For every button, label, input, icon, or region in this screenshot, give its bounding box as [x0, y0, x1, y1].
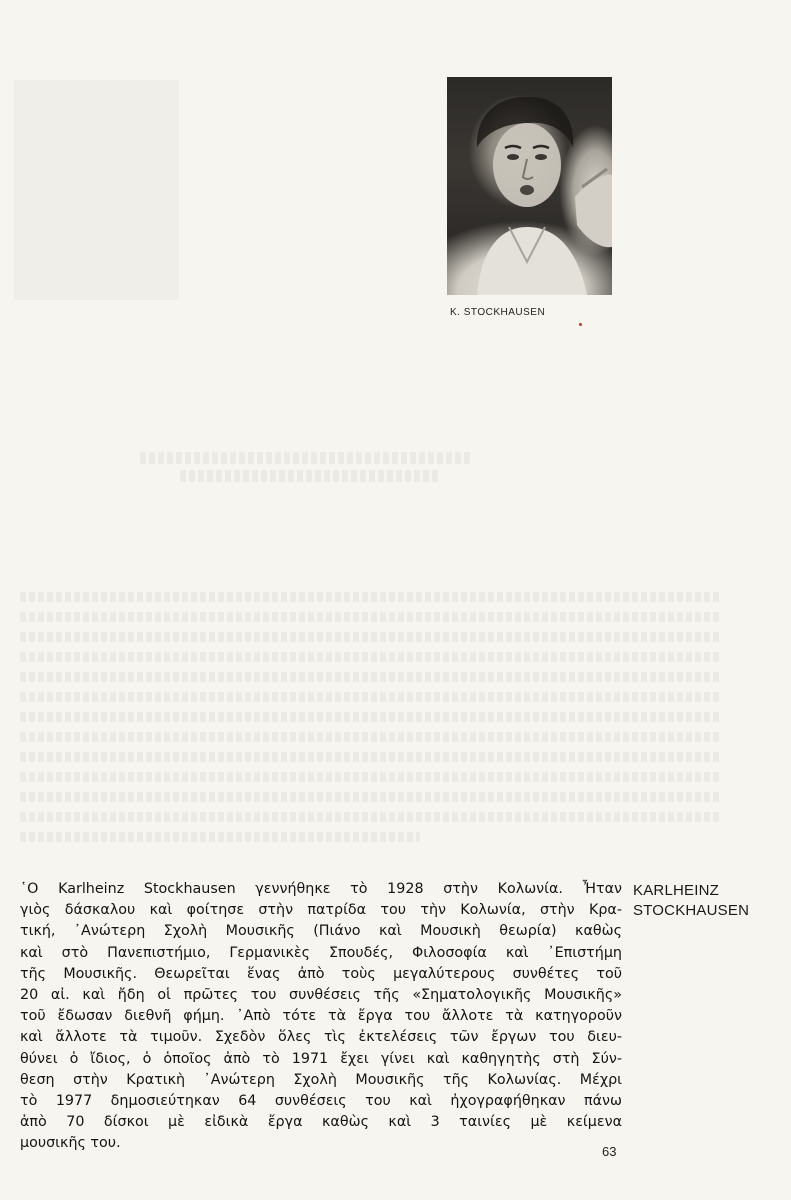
show-through-line	[20, 632, 720, 642]
portrait-illustration	[447, 77, 612, 295]
show-through-line	[20, 812, 720, 822]
article-line: ἀπὸ 70 δίσκοι μὲ εἰδικὰ ἔργα καθὼς καὶ 3 ταινίες μὲ κείμενα	[20, 1114, 622, 1131]
show-through-heading	[180, 470, 440, 482]
show-through-line	[20, 712, 720, 722]
article-line: καὶ ἄλλοτε τὰ τιμοῦν. Σχεδὸν ὅλες τὶς ἐκτελέσεις τῶν ἔργων του διευ-	[20, 1029, 622, 1046]
page-number: 63	[602, 1144, 617, 1159]
show-through-line	[20, 832, 420, 842]
show-through-line	[20, 692, 720, 702]
composer-first-name: KARLHEINZ	[633, 882, 719, 899]
article-line: θύνει ὁ ἴδιος, ὁ ὁποῖος ἀπὸ τὸ 1971 ἔχει γίνει καὶ καθηγητὴς στὴ Σύν-	[20, 1050, 622, 1067]
ink-speck	[579, 323, 582, 326]
portrait-photo	[447, 77, 612, 295]
article-line: τοῦ ἔδωσαν διεθνῆ φήμη. ᾿Απὸ τότε τὰ ἔργα του ἄλλοτε τὰ κατηγοροῦν	[20, 1008, 622, 1025]
article-line: καὶ στὸ Πανεπιστήμιο, Γερμανικὲς Σπουδές, Φιλοσοφία καὶ ᾿Επιστήμη	[20, 944, 622, 961]
show-through-heading	[140, 452, 470, 464]
show-through-line	[20, 752, 720, 762]
article-line: τῆς Μουσικῆς. Θεωρεῖται ἕνας ἀπὸ τοὺς μεγαλύτερους συνθέτες τοῦ	[20, 965, 622, 982]
show-through-line	[20, 612, 720, 622]
composer-last-name: STOCKHAUSEN	[633, 902, 750, 919]
article-line: γιὸς δάσκαλου καὶ φοίτησε στὴν πατρίδα του τὴν Κολωνία, στὴν Κρα-	[20, 902, 622, 919]
article-body	[20, 879, 622, 1155]
article-line: ῾Ο Karlheinz Stockhausen γεννήθηκε τὸ 1928 στὴν Κολωνία. Ἦταν	[20, 881, 622, 897]
show-through-line	[20, 732, 720, 742]
article-line: 20 αἰ. καὶ ἤδη οἱ πρῶτες του συνθέσεις τῆς «Σηματολογικῆς Μουσικῆς»	[20, 987, 622, 1004]
article-line: μουσικῆς του.	[20, 1135, 121, 1152]
article-line: θεση στὴν Κρατικὴ ᾿Ανώτερη Σχολὴ Μουσικῆς τῆς Κολωνίας. Μέχρι	[20, 1071, 622, 1088]
composer-name-heading	[633, 881, 749, 921]
article-line: τική, ᾿Ανώτερη Σχολὴ Μουσικῆς (Πιάνο καὶ Μουσικὴ θεωρία) καθὼς	[20, 923, 622, 940]
show-through-line	[20, 772, 720, 782]
show-through-line	[20, 792, 720, 802]
show-through-line	[20, 592, 720, 602]
article-line: τὸ 1977 δημοσιεύτηκαν 64 συνθέσεις του καὶ ἠχογραφήθηκαν πάνω	[20, 1093, 622, 1110]
photo-caption: K. STOCKHAUSEN	[450, 307, 546, 318]
show-through-line	[20, 652, 720, 662]
show-through-block	[14, 80, 179, 300]
show-through-line	[20, 672, 720, 682]
